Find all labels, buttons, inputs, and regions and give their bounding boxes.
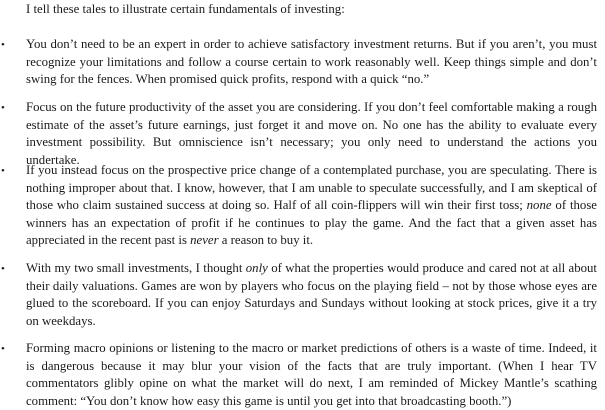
emphasis-never: never <box>190 233 219 248</box>
bullet-icon: • <box>1 102 5 114</box>
bullet-icon: • <box>1 165 5 177</box>
text-run: With my two small investments, I thought <box>26 261 246 275</box>
text-run: of those winners has an expectation of profit if he continues to play the game. And the fact that a given asset has appreciated in the recent past is <box>26 198 597 248</box>
emphasis-none: none <box>526 198 552 213</box>
bullet-icon: • <box>1 39 5 51</box>
text-run: If you instead focus on the prospective price change of a contemplated purchase, you are speculating. There is nothing improper about that. I know, however, that I am unable to speculate successfully, and I am skeptical of those who claim sustained success at doing so. Half of all coin-flippers will win their first toss; <box>26 163 597 213</box>
bullet-text <box>26 162 597 250</box>
text-run: of what the properties would produce and cared not at all about their daily valuations. Games are won by players who focus on the playing field – not by those whose eyes are glued to the scoreboard. If you can enjoy Saturdays and Sundays without looking at stock prices, give it a try on weekdays. <box>26 261 597 328</box>
bullet-text: Focus on the future productivity of the asset you are considering. If you don’t feel comfortable making a rough estimate of the asset’s future earnings, just forget it and move on. No one has the ability to evaluate every investment possibility. But omniscience isn’t necessary; you only need to understand the actions you undertake. <box>26 100 597 167</box>
emphasis-only: only <box>245 261 268 275</box>
bullet-icon: • <box>1 263 5 275</box>
text-run: a reason to buy it. <box>218 233 314 248</box>
bullet-text: You don’t need to be an expert in order to achieve satisfactory investment returns. But if you aren’t, you must recognize your limitations and follow a course certain to work reasonably well. Keep things simple and don’t swing for the fences. When promised quick profits, respond with a quick “no.” <box>26 37 597 87</box>
bullet-text: Forming macro opinions or listening to the macro or market predictions of others is a waste of time. Indeed, it is dangerous because it may blur your vision of the facts that are truly important. (When I hear TV commentators glibly opine on what the market will do next, I am reminded of Mickey Mantle’s scathing comment: “You don’t know how easy this game is until you get into that broadcasting booth.”) <box>26 341 597 408</box>
bullet-icon: • <box>1 343 5 355</box>
intro-line: I tell these tales to illustrate certain fundamentals of investing: <box>26 2 345 16</box>
bullet-text <box>26 260 597 330</box>
